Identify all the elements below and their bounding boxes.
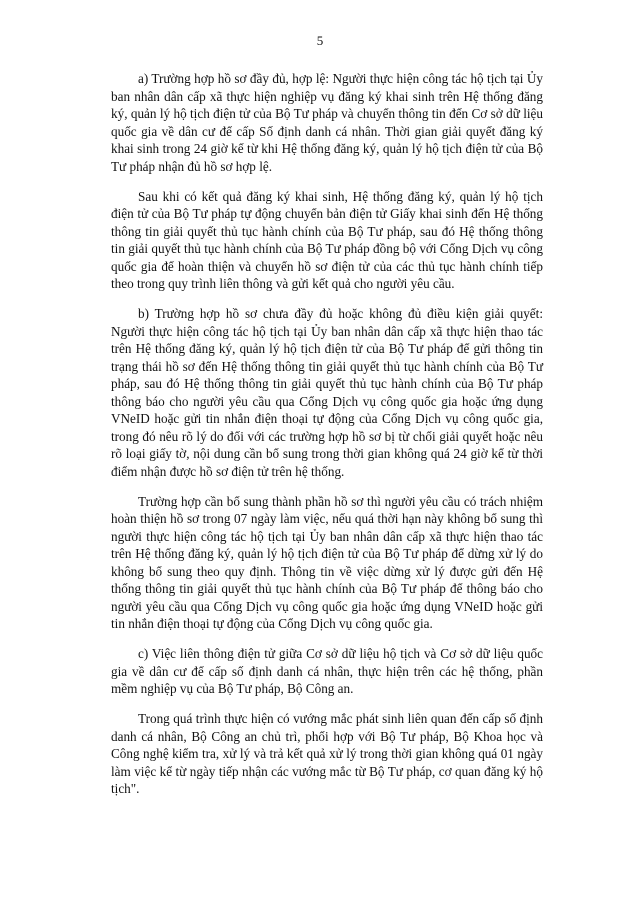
- document-body: [111, 70, 543, 810]
- paragraph-issue-handling: Trong quá trình thực hiện có vướng mắc phát sinh liên quan đến cấp số định danh cá nhân, Bộ Công an chủ trì, phối hợp với Bộ Tư pháp, Bộ Khoa học và Công nghệ kiểm tra, xử lý và trả kết quả xử lý trong thời gian không quá 01 ngày làm việc kể từ ngày tiếp nhận các vướng mắc từ Bộ Tư pháp, cơ quan đăng ký hộ tịch".: [111, 711, 543, 796]
- paragraph-c-data-interconnection: c) Việc liên thông điện tử giữa Cơ sở dữ liệu hộ tịch và Cơ sở dữ liệu quốc gia về dân cư để cấp số định danh cá nhân, thực hiện trên các hệ thống, phần mềm nghiệp vụ của Bộ Tư pháp, Bộ Công an.: [111, 646, 543, 696]
- paragraph-after-registration: Sau khi có kết quả đăng ký khai sinh, Hệ thống đăng ký, quản lý hộ tịch điện tử của Bộ Tư pháp tự động chuyển bản điện tử Giấy khai sinh đến Hệ thống thông tin giải quyết thủ tục hành chính của Bộ Tư pháp, sau đó Hệ thống thông tin giải quyết thủ tục hành chính của Bộ Tư pháp đồng bộ với Cổng Dịch vụ công quốc gia để hoàn thiện và chuyển hồ sơ điện tử của các thủ tục hành chính tiếp theo trong quy trình liên thông và gửi kết quả cho người yêu cầu.: [111, 188, 543, 291]
- paragraph-supplement-dossier: Trường hợp cần bổ sung thành phần hồ sơ thì người yêu cầu có trách nhiệm hoàn thiện hồ sơ trong 07 ngày làm việc, nếu quá thời hạn này không bổ sung thì người thực hiện công tác hộ tịch tại Ủy ban nhân dân cấp xã thực hiện thao tác trên Hệ thống đăng ký, quản lý hộ tịch điện tử của Bộ Tư pháp để dừng xử lý do không bổ sung theo quy định. Thông tin về việc dừng xử lý được gửi đến Hệ thống thông tin giải quyết thủ tục hành chính của Bộ Tư pháp để thông báo cho người yêu cầu qua Cổng Dịch vụ công quốc gia hoặc ứng dụng VNeID hoặc gửi tin nhắn điện thoại tự động của Cổng Dịch vụ công quốc gia.: [111, 493, 543, 631]
- page-number: 5: [316, 33, 324, 48]
- paragraph-b-incomplete-dossier: b) Trường hợp hồ sơ chưa đầy đủ hoặc không đủ điều kiện giải quyết: Người thực hiện công tác hộ tịch tại Ủy ban nhân dân cấp xã thực hiện thao tác trên Hệ thống đăng ký, quản lý hộ tịch điện tử của Bộ Tư pháp để gửi thông tin trạng thái hồ sơ đến Hệ thống thông tin giải quyết thủ tục hành chính của Bộ Tư pháp, sau đó Hệ thống thông tin giải quyết thủ tục hành chính của Bộ Tư pháp thông báo cho người yêu cầu qua Cổng Dịch vụ công quốc gia hoặc ứng dụng VNeID hoặc gửi tin nhắn điện thoại tự động của Cổng Dịch vụ công quốc gia, trong đó nêu rõ lý do đối với các trường hợp hồ sơ bị từ chối giải quyết hoặc nêu rõ loại giấy tờ, nội dung cần bổ sung trong thời gian không quá 24 giờ kể từ thời điểm nhận được hồ sơ điện tử trên hệ thống.: [111, 306, 543, 479]
- paragraph-a-valid-dossier: a) Trường hợp hồ sơ đầy đủ, hợp lệ: Người thực hiện công tác hộ tịch tại Ủy ban nhân dân cấp xã thực hiện nghiệp vụ đăng ký khai sinh trên Hệ thống đăng ký, quản lý hộ tịch điện tử của Bộ Tư pháp và chuyển thông tin đến Cơ sở dữ liệu quốc gia về dân cư để cấp Số định danh cá nhân. Thời gian giải quyết đăng ký khai sinh trong 24 giờ kể từ khi Hệ thống đăng ký, quản lý hộ tịch điện tử của Bộ Tư pháp nhận đủ hồ sơ hợp lệ.: [111, 71, 543, 174]
